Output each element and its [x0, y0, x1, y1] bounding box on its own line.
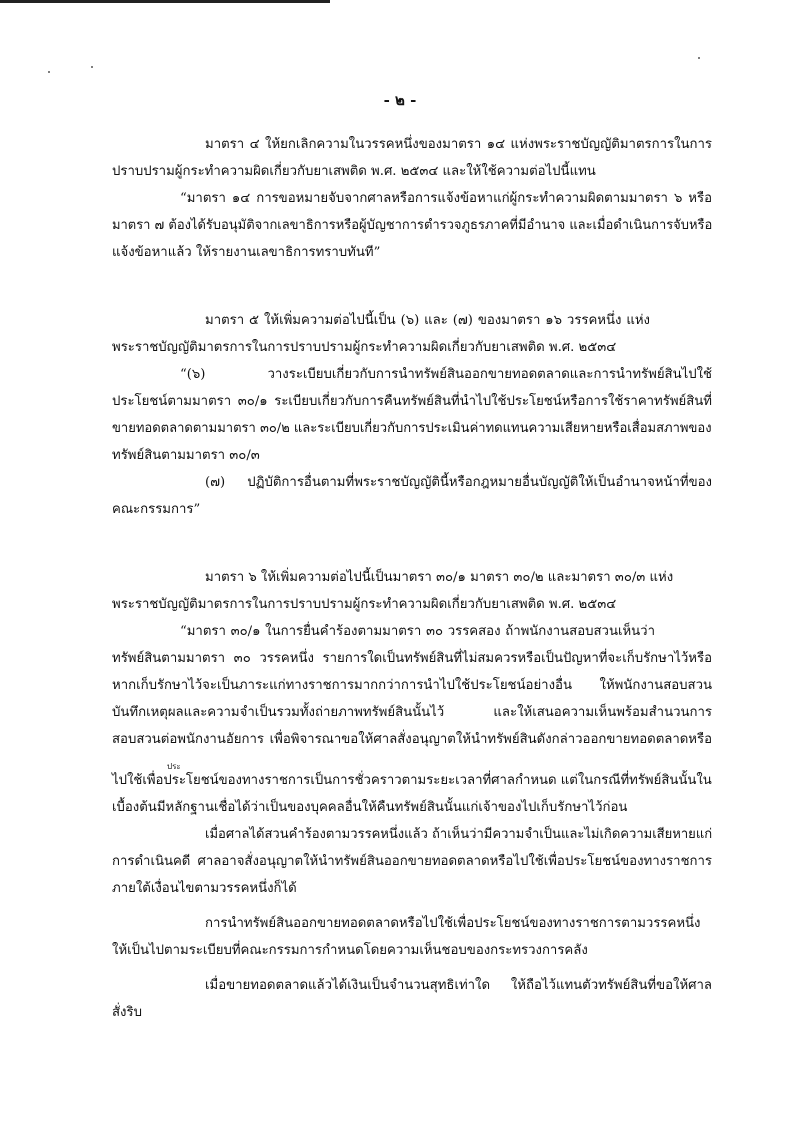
section-6-line-3: “มาตรา ๓๐/๑ ในการยื่นคำร้องตามมาตรา ๓๐ วรรคสอง ถ้าพนักงานสอบสวนเห็นว่า [180, 624, 655, 639]
section-6-line-7: สอบสวนต่อพนักงานอัยการ เพื่อพิจารณาขอให้ศาลสั่งอนุญาตให้นำทรัพย์สินดังกล่าวออกขายทอดตลาดหรือ [112, 732, 712, 747]
section-4-line-2: ปราบปรามผู้กระทำความผิดเกี่ยวกับยาเสพติด พ.ศ. ๒๕๓๔ และให้ใช้ความต่อไปนี้แทน [112, 164, 596, 179]
section-5-line-2: พระราชบัญญัติมาตรการในการปราบปรามผู้กระทำความผิดเกี่ยวกับยาเสพติด พ.ศ. ๒๕๓๔ [112, 340, 617, 355]
scan-speck [48, 71, 50, 73]
section-5-line-4: ประโยชน์ตามมาตรา ๓๐/๑ ระเบียบเกี่ยวกับการคืนทรัพย์สินที่นำไปใช้ประโยชน์หรือการใช้ราคาทรัพย์สินที่ [112, 394, 712, 409]
section-6-line-12: ภายใต้เงื่อนไขตามวรรคหนึ่งก็ได้ [112, 881, 297, 896]
section-6-line-2: พระราชบัญญัติมาตรการในการปราบปรามผู้กระทำความผิดเกี่ยวกับยาเสพติด พ.ศ. ๒๕๓๔ [112, 597, 617, 612]
section-4-line-4: มาตรา ๗ ต้องได้รับอนุมัติจากเลขาธิการหรือผู้บัญชาการตำรวจภูธรภาคที่มีอำนาจ และเมื่อดำเนินการจับหรือ [112, 218, 713, 233]
section-6-line-9: เบื้องต้นมีหลักฐานเชื่อได้ว่าเป็นของบุคคลอื่นให้คืนทรัพย์สินนั้นแก่เจ้าของไปเก็บรักษาไว้ก่อน [112, 800, 628, 815]
section-5-line-1: มาตรา ๕ ให้เพิ่มความต่อไปนี้เป็น (๖) และ (๗) ของมาตรา ๑๖ วรรคหนึ่ง แห่ง [205, 313, 650, 328]
scan-speck [91, 66, 93, 68]
section-4-line-5: แจ้งข้อหาแล้ว ให้รายงานเลขาธิการทราบทันที” [112, 245, 381, 260]
scan-speck [698, 57, 700, 59]
section-6-line-5: หากเก็บรักษาไว้จะเป็นภาระแก่ทางราชการมากกว่าการนำไปใช้ประโยชน์อย่างอื่น ให้พนักงานสอบสวน [112, 678, 712, 693]
section-5-line-6: ทรัพย์สินตามมาตรา ๓๐/๓ [112, 448, 260, 463]
section-4-line-1: มาตรา ๔ ให้ยกเลิกความในวรรคหนึ่งของมาตรา ๑๔ แห่งพระราชบัญญัติมาตรการในการ [205, 137, 712, 152]
handwritten-annotation: ประ [167, 762, 181, 771]
section-6-line-13: การนำทรัพย์สินออกขายทอดตลาดหรือไปใช้เพื่อประโยชน์ของทางราชการตามวรรคหนึ่ง [205, 916, 701, 931]
section-5-line-5: ขายทอดตลาดตามมาตรา ๓๐/๒ และระเบียบเกี่ยวกับการประเมินค่าทดแทนความเสียหายหรือเสื่อมสภาพของ [112, 421, 712, 436]
section-6-line-1: มาตรา ๖ ให้เพิ่มความต่อไปนี้เป็นมาตรา ๓๐/๑ มาตรา ๓๐/๒ และมาตรา ๓๐/๓ แห่ง [205, 570, 674, 585]
section-6-line-8: ไปใช้เพื่อประโยชน์ของทางราชการเป็นการชั่วคราวตามระยะเวลาที่ศาลกำหนด แต่ในกรณีที่ทรัพย์สินนั้นใน [112, 773, 712, 788]
section-6-line-14: ให้เป็นไปตามระเบียบที่คณะกรรมการกำหนดโดยความเห็นชอบของกระทรวงการคลัง [112, 943, 588, 958]
section-5-line-7: (๗) ปฏิบัติการอื่นตามที่พระราชบัญญัตินี้หรือกฎหมายอื่นบัญญัติให้เป็นอำนาจหน้าที่ของ [205, 475, 712, 490]
section-6-line-10: เมื่อศาลได้สวนคำร้องตามวรรคหนึ่งแล้ว ถ้าเห็นว่ามีความจำเป็นและไม่เกิดความเสียหายแก่ [205, 827, 713, 842]
section-4-line-3: “มาตรา ๑๔ การขอหมายจับจากศาลหรือการแจ้งข้อหาแก่ผู้กระทำความผิดตามมาตรา ๖ หรือ [180, 191, 712, 206]
section-6-line-16: สั่งริบ [112, 1005, 142, 1020]
page-number: - ๒ - [383, 91, 417, 109]
section-6-line-11: การดำเนินคดี ศาลอาจสั่งอนุญาตให้นำทรัพย์สินออกขายทอดตลาดหรือไปใช้เพื่อประโยชน์ของทางราชการ [112, 854, 712, 869]
section-5-line-3: “(๖) วางระเบียบเกี่ยวกับการนำทรัพย์สินออกขายทอดตลาดและการนำทรัพย์สินไปใช้ [180, 367, 712, 382]
top-rule [0, 0, 330, 3]
section-6-line-15: เมื่อขายทอดตลาดแล้วได้เงินเป็นจำนวนสุทธิเท่าใด ให้ถือไว้แทนตัวทรัพย์สินที่ขอให้ศาล [205, 978, 712, 993]
section-5-line-8: คณะกรรมการ” [112, 502, 201, 517]
section-6-line-4: ทรัพย์สินตามมาตรา ๓๐ วรรคหนึ่ง รายการใดเป็นทรัพย์สินที่ไม่สมควรหรือเป็นปัญหาที่จะเก็บรักษาไว้หรือ [112, 651, 712, 666]
section-6-line-6: บันทึกเหตุผลและความจำเป็นรวมทั้งถ่ายภาพทรัพย์สินนั้นไว้ และให้เสนอความเห็นพร้อมสำนวนการ [112, 705, 712, 720]
